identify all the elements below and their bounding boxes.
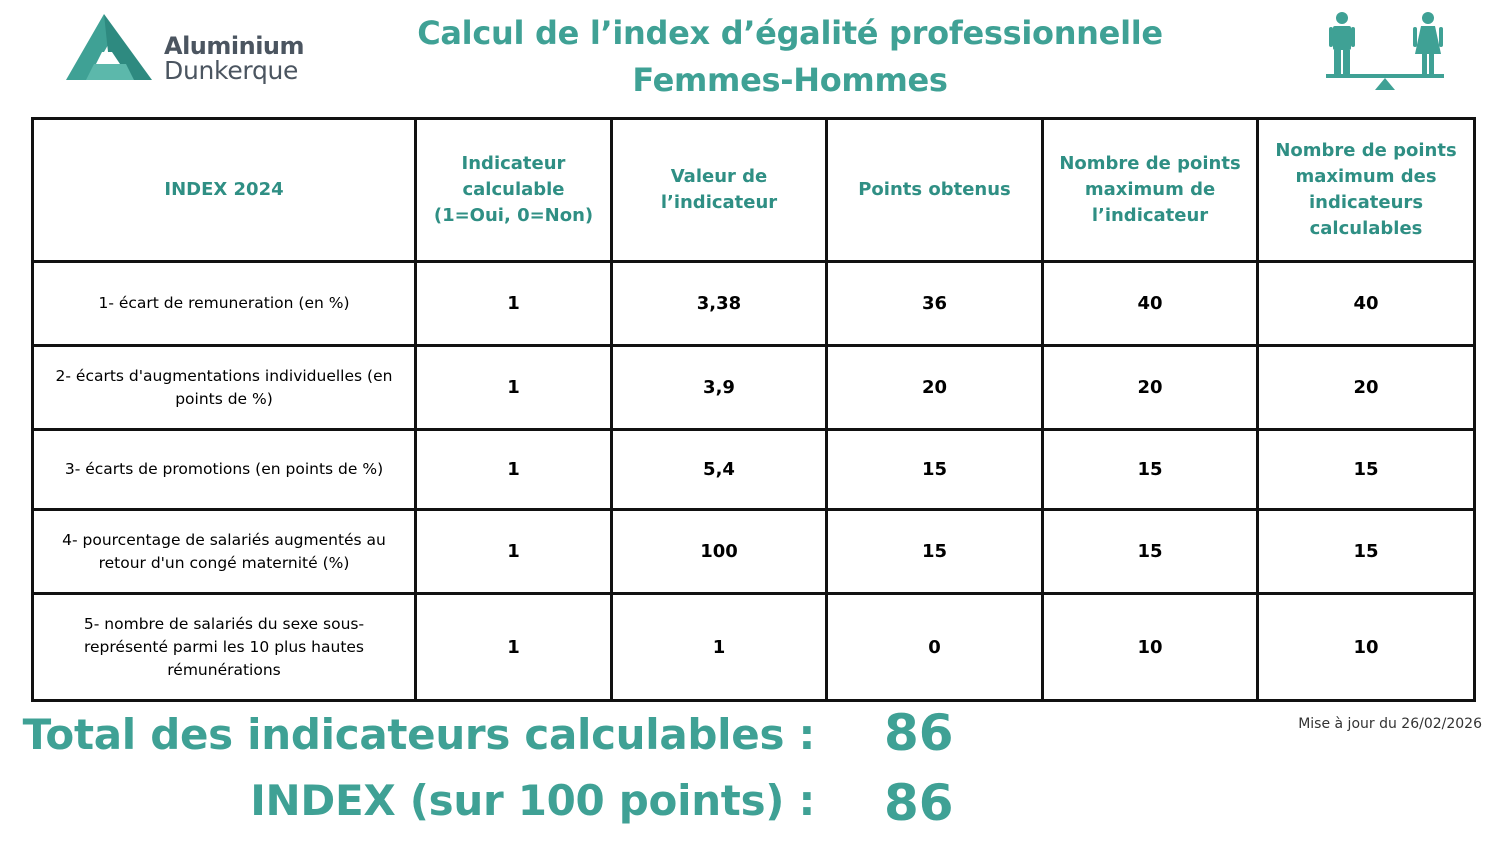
max-calc-cell: 40 — [1258, 262, 1475, 346]
max-cell: 10 — [1043, 594, 1258, 701]
points-cell: 36 — [827, 262, 1043, 346]
calculable-cell: 1 — [416, 430, 612, 510]
totals-section — [0, 706, 1500, 844]
max-calc-cell: 10 — [1258, 594, 1475, 701]
points-cell: 15 — [827, 430, 1043, 510]
table-row — [33, 430, 1475, 510]
points-cell: 15 — [827, 510, 1043, 594]
logo-text-line1: Aluminium — [164, 32, 305, 60]
indicator-label: 4- pourcentage de salariés augmentés au retour d'un congé maternité (%) — [33, 510, 416, 594]
header-value: Valeur de l’indicateur — [612, 119, 827, 262]
update-date: Mise à jour du 26/02/2026 — [1298, 716, 1482, 732]
table-row — [33, 594, 1475, 701]
header-calculable: Indicateur calculable (1=Oui, 0=Non) — [416, 119, 612, 262]
value-cell: 3,38 — [612, 262, 827, 346]
max-cell: 40 — [1043, 262, 1258, 346]
total-calculable-value: 86 — [884, 704, 954, 762]
max-calc-cell: 20 — [1258, 346, 1475, 430]
max-calc-cell: 15 — [1258, 510, 1475, 594]
indicator-label: 1- écart de remuneration (en %) — [33, 262, 416, 346]
calculable-cell: 1 — [416, 262, 612, 346]
max-cell: 15 — [1043, 510, 1258, 594]
indicator-label: 5- nombre de salariés du sexe sous-représenté parmi les 10 plus hautes rémunérations — [33, 594, 416, 701]
header-index-year: INDEX 2024 — [33, 119, 416, 262]
points-cell: 20 — [827, 346, 1043, 430]
value-cell: 100 — [612, 510, 827, 594]
company-logo — [64, 12, 314, 92]
header-max-points-calculable: Nombre de points maximum des indicateurs calculables — [1258, 119, 1475, 262]
table-row — [33, 262, 1475, 346]
value-cell: 5,4 — [612, 430, 827, 510]
max-cell: 15 — [1043, 430, 1258, 510]
calculable-cell: 1 — [416, 594, 612, 701]
header-points: Points obtenus — [827, 119, 1043, 262]
aluminium-dunkerque-logo-icon — [64, 12, 160, 84]
indicator-label: 2- écarts d'augmentations individuelles (en points de %) — [33, 346, 416, 430]
max-cell: 20 — [1043, 346, 1258, 430]
header-max-points: Nombre de points maximum de l’indicateur — [1043, 119, 1258, 262]
calculable-cell: 1 — [416, 346, 612, 430]
table-row — [33, 510, 1475, 594]
points-cell: 0 — [827, 594, 1043, 701]
value-cell: 1 — [612, 594, 827, 701]
table-header-row — [33, 119, 1475, 262]
max-calc-cell: 15 — [1258, 430, 1475, 510]
calculable-cell: 1 — [416, 510, 612, 594]
title-line2: Femmes-Hommes — [632, 61, 948, 99]
gender-balance-icon — [1320, 10, 1450, 94]
index-table — [31, 117, 1476, 702]
title-line1: Calcul de l’index d’égalité professionnelle — [417, 14, 1163, 52]
index-value: 86 — [884, 774, 954, 832]
value-cell: 3,9 — [612, 346, 827, 430]
index-label: INDEX (sur 100 points) : — [250, 776, 815, 825]
indicator-label: 3- écarts de promotions (en points de %) — [33, 430, 416, 510]
total-calculable-label: Total des indicateurs calculables : — [22, 710, 815, 759]
table-row — [33, 346, 1475, 430]
logo-text-line2: Dunkerque — [164, 56, 299, 85]
page-title — [330, 10, 1250, 104]
